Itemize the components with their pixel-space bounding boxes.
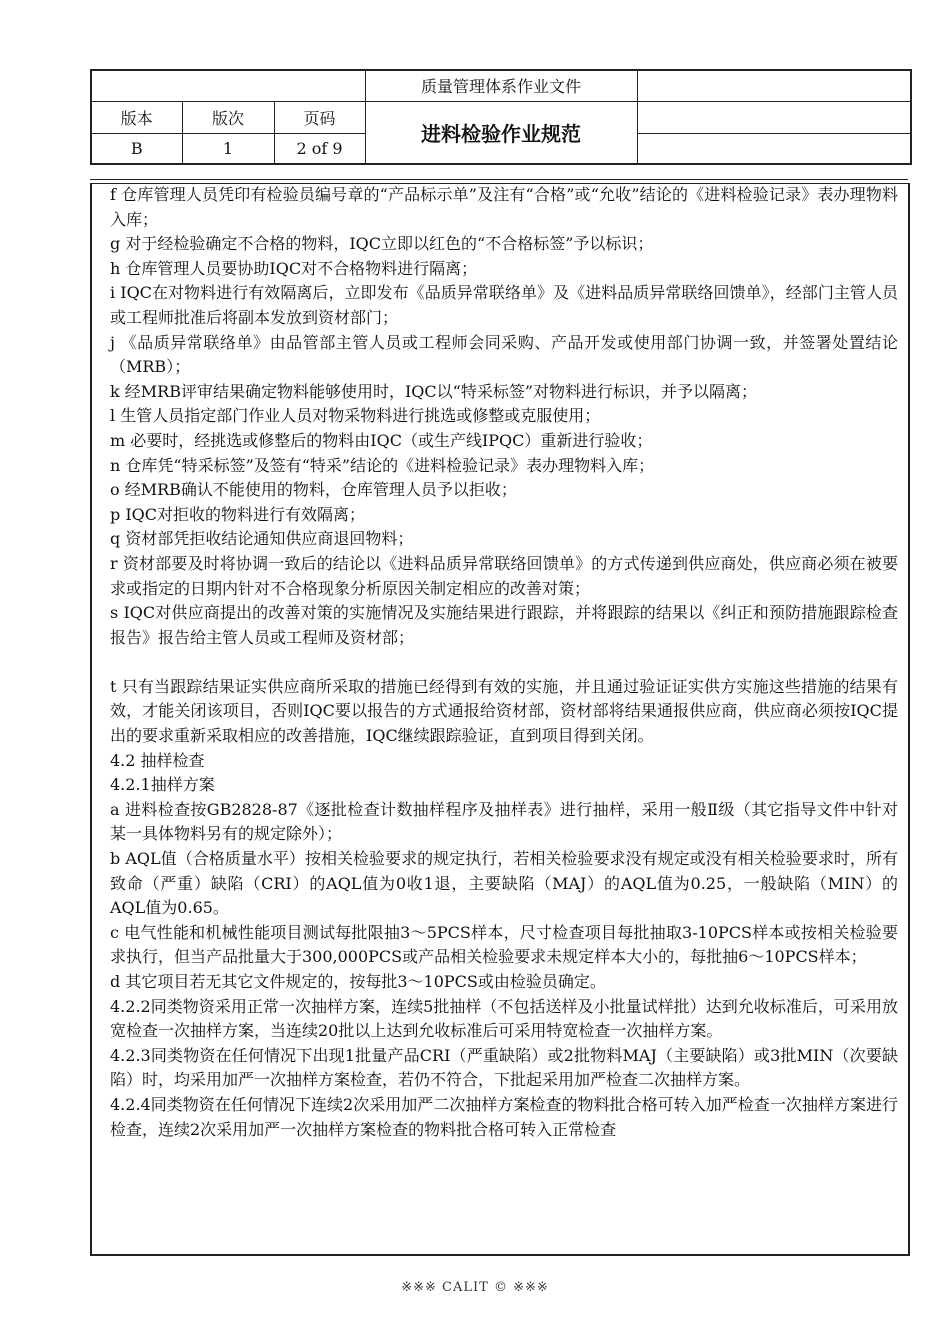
document-body — [90, 183, 910, 1254]
paragraph-sampling-b: b AQL值（合格质量水平）按相关检验要求的规定执行，若相关检验要求没有规定或没有相关检验要求时，所有致命（严重）缺陷（CRI）的AQL值为0收1退，主要缺陷（MAJ）的AQL值为0.25，一般缺陷（MIN）的AQL值为0.65。 — [110, 849, 898, 918]
body-text — [92, 183, 908, 1142]
page-footer: ※※※ CALIT © ※※※ — [401, 1280, 549, 1295]
doc-system-label: 质量管理体系作业文件 — [365, 70, 637, 101]
header-right-top-cell — [637, 70, 911, 101]
paragraph-q: q 资材部凭拒收结论通知供应商退回物料； — [110, 529, 414, 549]
header-blank-cell — [91, 70, 365, 101]
paragraph-i: i IQC在对物料进行有效隔离后，立即发布《品质异常联络单》及《进料品质异常联络回馈单》，经部门主管人员或工程师批准后将副本发放到资材部门； — [110, 283, 898, 327]
revision-value: 1 — [182, 133, 274, 164]
header-divider-line — [90, 179, 908, 180]
paragraph-o: o 经MRB确认不能使用的物料，仓库管理人员予以拒收； — [110, 480, 517, 500]
paragraph-t: t 只有当跟踪结果证实供应商所采取的措施已经得到有效的实施，并且通过验证证实供方实施这些措施的结果有效，才能关闭该项目，否则IQC要以报告的方式通报给资材部，资材部将结果通报供应商，供应商必须按IQC提出的要求重新采取相应的改善措施，IQC继续跟踪验证，直到项目得到关闭。 — [110, 676, 898, 746]
paragraph-p: p IQC对拒收的物料进行有效隔离； — [110, 504, 366, 524]
section-4-2-heading: 4.2 抽样检查 — [110, 750, 205, 770]
paragraph-sampling-c: c 电气性能和机械性能项目测试每批限抽3～5PCS样本，尺寸检查项目每批抽取3-10PCS样本或按相关检验要求执行，但当产品批量大于300,000PCS或产品相关检验要求未规定样本大小的，每批抽6～10PCS样本； — [110, 922, 898, 967]
version-value: B — [91, 133, 182, 164]
document-title: 进料检验作业规范 — [365, 101, 637, 164]
paragraph-h: h 仓库管理人员要协助IQC对不合格物料进行隔离； — [110, 258, 478, 278]
page-heading: 页码 — [274, 101, 365, 133]
header-right-bottom-cell — [637, 133, 911, 164]
paragraph-l: l 生管人员指定部门作业人员对物采物料进行挑选或修整或克服使用； — [110, 406, 601, 426]
header-right-mid-cell — [637, 101, 911, 133]
paragraph-f: f 仓库管理人员凭印有检验员编号章的“产品标示单”及注有“合格”或“允收”结论的《进料检验记录》表办理物料入库； — [110, 185, 898, 229]
paragraph-j: j 《品质异常联络单》由品管部主管人员或工程师会同采购、产品开发或使用部门协调一致，并签署处置结论（MRB）； — [110, 332, 898, 377]
paragraph-k: k 经MRB评审结果确定物料能够使用时，IQC以“特采标签”对物料进行标识，并予以隔离； — [110, 381, 758, 401]
paragraph-n: n 仓库凭“特采标签”及签有“特采”结论的《进料检验记录》表办理物料入库； — [110, 455, 655, 475]
paragraph-m: m 必要时，经挑选或修整后的物料由IQC（或生产线IPQC）重新进行验收； — [110, 430, 653, 450]
page-number: 2 of 9 — [274, 133, 365, 164]
paragraph-sampling-a: a 进料检查按GB2828-87《逐批检查计数抽样程序及抽样表》进行抽样，采用一般Ⅱ级（其它指导文件中针对某一具体物料另有的规定除外）； — [110, 799, 898, 844]
section-4-2-4: 4.2.4同类物资在任何情况下连续2次采用加严二次抽样方案检查的物料批合格可转入加严检查一次抽样方案进行检查，连续2次采用加严一次抽样方案检查的物料批合格可转入正常检查 — [110, 1094, 898, 1139]
paragraph-s: s IQC对供应商提出的改善对策的实施情况及实施结果进行跟踪，并将跟踪的结果以《纠正和预防措施跟踪检查报告》报告给主管人员或工程师及资材部； — [110, 603, 898, 647]
paragraph-g: g 对于经检验确定不合格的物料，IQC立即以红色的“不合格标签”予以标识； — [110, 234, 654, 254]
body-bottom-border — [90, 1254, 910, 1256]
blank-line — [110, 650, 898, 675]
paragraph-sampling-d: d 其它项目若无其它文件规定的，按每批3～10PCS或由检验员确定。 — [110, 972, 606, 991]
revision-heading: 版次 — [182, 101, 274, 133]
paragraph-r: r 资材部要及时将协调一致后的结论以《进料品质异常联络回馈单》的方式传递到供应商处，供应商必须在被要求或指定的日期内针对不合格现象分析原因关制定相应的改善对策； — [110, 553, 898, 598]
version-heading: 版本 — [91, 101, 182, 133]
section-4-2-3: 4.2.3同类物资在任何情况下出现1批量产品CRI（严重缺陷）或2批物料MAJ（主要缺陷）或3批MIN（次要缺陷）时，均采用加严一次抽样方案检查，若仍不符合，下批起采用加严检查二次抽样方案。 — [110, 1045, 898, 1090]
section-4-2-1-heading: 4.2.1抽样方案 — [110, 775, 215, 795]
section-4-2-2: 4.2.2同类物资采用正常一次抽样方案，连续5批抽样（不包括送样及小批量试样批）达到允收标准后，可采用放宽检查一次抽样方案，当连续20批以上达到允收标准后可采用特宽检查一次抽样方案。 — [110, 996, 898, 1041]
document-header-table — [90, 69, 912, 165]
